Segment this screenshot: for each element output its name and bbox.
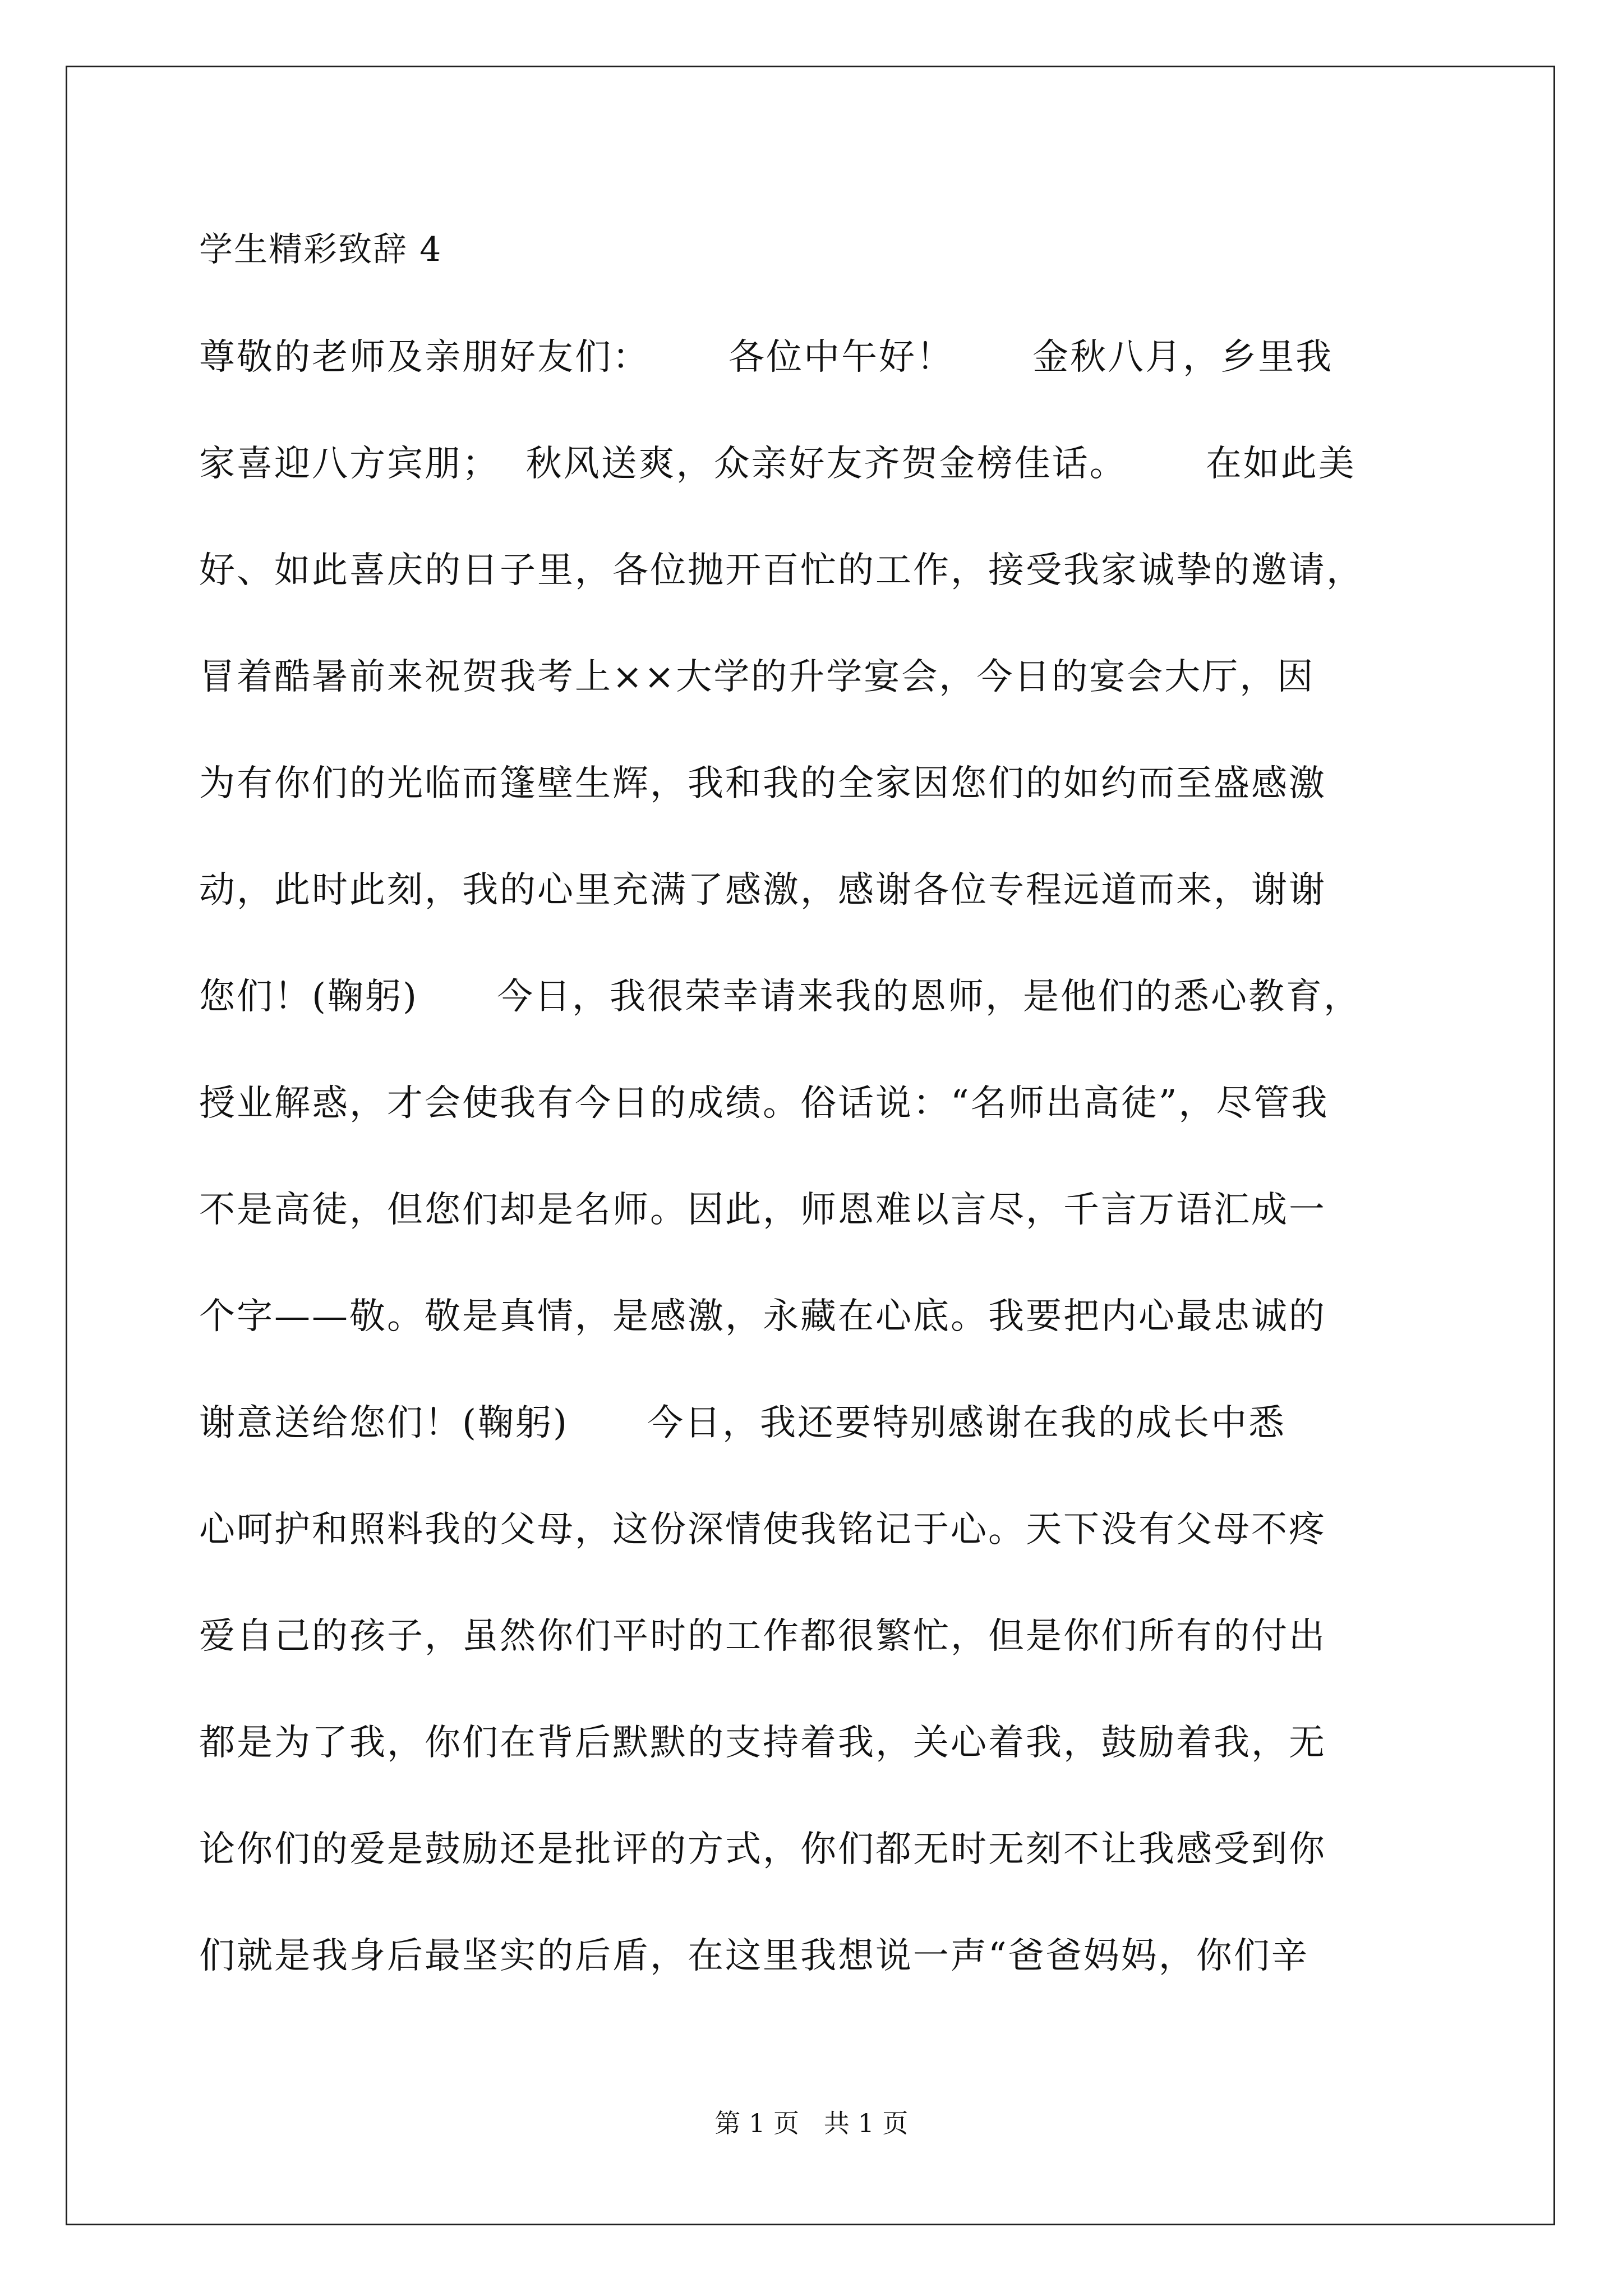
body-line: 家喜迎八方宾朋； 秋风送爽，众亲好友齐贺金榜佳话。 在如此美 bbox=[199, 443, 1356, 485]
body-line: 您们！(鞠躬) 今日，我很荣幸请来我的恩师，是他们的悉心教育， bbox=[199, 976, 1361, 1018]
body-line: 尊敬的老师及亲朋好友们： 各位中午好！ 金秋八月，乡里我 bbox=[199, 337, 1334, 378]
document-body bbox=[199, 329, 1433, 2035]
body-line: 为有你们的光临而篷壁生辉，我和我的全家因您们的如约而至盛感激 bbox=[199, 763, 1326, 804]
body-line: 都是为了我，你们在背后默默的支持着我，关心着我，鼓励着我，无 bbox=[199, 1722, 1326, 1764]
body-line: 冒着酷暑前来祝贺我考上××大学的升学宴会，今日的宴会大厅，因 bbox=[199, 656, 1315, 698]
body-line: 们就是我身后最坚实的后盾，在这里我想说一声“爸爸妈妈，你们辛 bbox=[199, 1935, 1309, 1977]
body-line: 动，此时此刻，我的心里充满了感激，感谢各位专程远道而来，谢谢 bbox=[199, 869, 1326, 911]
page-footer: 第 1 页 共 1 页 bbox=[714, 2108, 909, 2138]
document-title: 学生精彩致辞 4 bbox=[199, 230, 442, 269]
body-line: 不是高徒，但您们却是名师。因此，师恩难以言尽，千言万语汇成一 bbox=[199, 1189, 1326, 1231]
body-line: 论你们的爱是鼓励还是批评的方式，你们都无时无刻不让我感受到你 bbox=[199, 1829, 1326, 1870]
body-line: 授业解惑，才会使我有今日的成绩。俗话说：“名师出高徒”，尽管我 bbox=[199, 1083, 1329, 1124]
body-line: 心呵护和照料我的父母，这份深情使我铭记于心。天下没有父母不疼 bbox=[199, 1509, 1326, 1550]
body-line: 谢意送给您们！(鞠躬) 今日，我还要特别感谢在我的成长中悉 bbox=[199, 1402, 1286, 1444]
body-line: 好、如此喜庆的日子里，各位抛开百忙的工作，接受我家诚挚的邀请， bbox=[199, 550, 1364, 591]
body-line: 爱自己的孩子，虽然你们平时的工作都很繁忙，但是你们所有的付出 bbox=[199, 1616, 1326, 1657]
body-line: 个字——敬。敬是真情，是感激，永藏在心底。我要把内心最忠诚的 bbox=[199, 1296, 1326, 1337]
